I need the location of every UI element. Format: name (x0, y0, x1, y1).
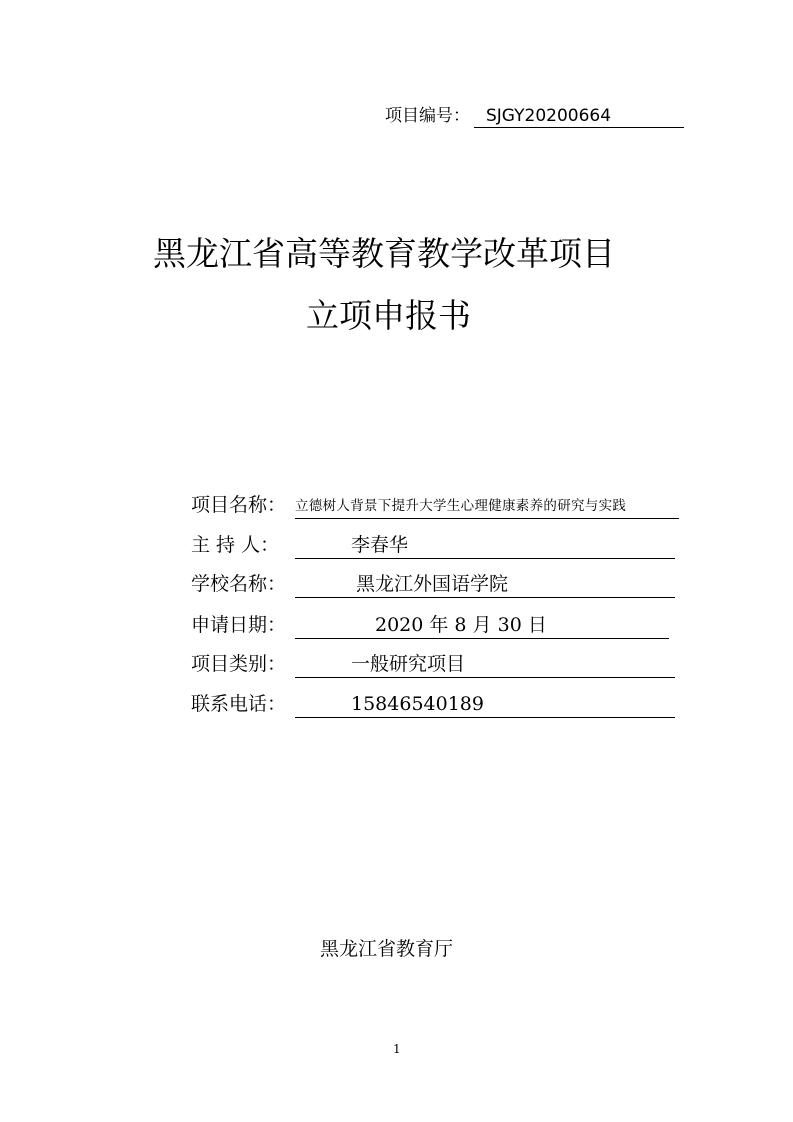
project-name-value: 立德树人背景下提升大学生心理健康素养的研究与实践 (295, 491, 679, 519)
phone-value: 15846540189 (295, 690, 675, 718)
document-title-line1: 黑龙江省高等教育教学改革项目 (153, 234, 615, 273)
phone-label: 联系电话： (191, 693, 287, 715)
project-number-value: SJGY20200664 (474, 105, 684, 128)
apply-date-label: 申请日期： (191, 614, 287, 636)
document-title-line2: 立项申报书 (306, 296, 471, 335)
host-value: 李春华 (295, 531, 675, 559)
host-label: 主 持 人： (191, 534, 280, 556)
school-label: 学校名称： (191, 573, 287, 595)
category-value: 一般研究项目 (295, 650, 675, 678)
issuing-organization: 黑龙江省教育厅 (320, 938, 454, 960)
category-label: 项目类别： (191, 653, 287, 675)
project-number-line (385, 104, 684, 128)
project-name-label: 项目名称： (191, 494, 287, 516)
project-number-label: 项目编号： (385, 106, 470, 126)
school-value: 黑龙江外国语学院 (295, 570, 675, 598)
apply-date-value: 2020 年 8 月 30 日 (295, 611, 669, 639)
page-number: 1 (393, 1042, 401, 1056)
